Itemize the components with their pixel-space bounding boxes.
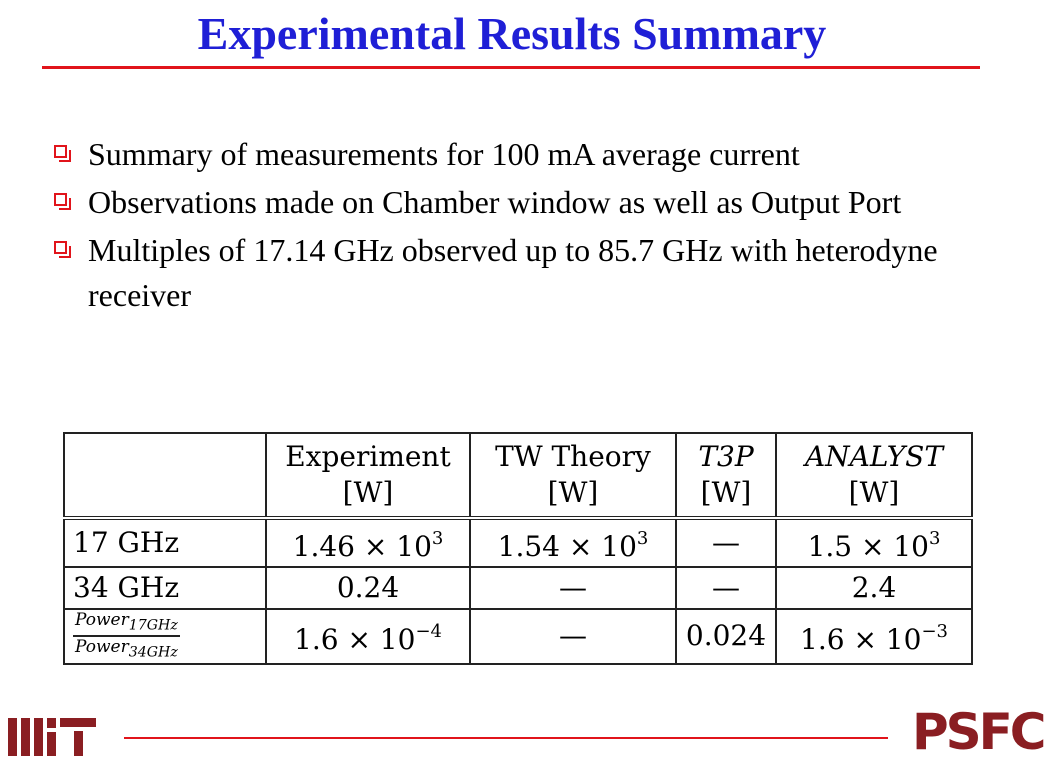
header-unit: [W]	[848, 476, 900, 509]
table-cell: —	[676, 518, 776, 567]
header-tw-theory	[470, 433, 676, 518]
table-row	[64, 609, 972, 664]
bullet-text: Observations made on Chamber window as well as Output Port	[88, 184, 902, 220]
bullet-item	[52, 180, 1002, 225]
table-cell: $1.5 \times 10^3$	[776, 518, 972, 567]
bullet-text: Summary of measurements for 100 mA average current	[88, 136, 800, 172]
header-analyst	[776, 433, 972, 518]
header-unit: [W]	[342, 476, 394, 509]
checkbox-bullet-icon	[54, 241, 67, 254]
footer-divider	[124, 737, 888, 739]
slide-title: Experimental Results Summary	[197, 8, 827, 59]
table-cell: $1.6 \times 10^{-3}$	[776, 609, 972, 664]
checkbox-bullet-icon	[54, 193, 67, 206]
table-cell: —	[470, 567, 676, 609]
table-cell: —	[470, 609, 676, 664]
title-divider	[42, 66, 980, 69]
bullet-text: Multiples of 17.14 GHz observed up to 85.7 GHz with heterodyne receiver	[88, 232, 938, 313]
table-row	[64, 518, 972, 567]
row-label-fraction: $\frac{Power_{17GHz}}{Power_{34GHz}}$	[64, 609, 266, 664]
table-cell: $1.46 \times 10^3$	[266, 518, 470, 567]
bullet-item	[52, 228, 1002, 318]
table-cell: 2.4	[776, 567, 972, 609]
header-label: Experiment	[285, 440, 451, 473]
bullet-item	[52, 132, 1002, 177]
table-row	[64, 567, 972, 609]
header-experiment	[266, 433, 470, 518]
row-label: 17 GHz	[64, 518, 266, 567]
header-t3p	[676, 433, 776, 518]
table-cell: $1.6 \times 10^{-4}$	[266, 609, 470, 664]
header-empty-cell	[64, 433, 266, 518]
table-cell: —	[676, 567, 776, 609]
table-cell: 0.024	[676, 609, 776, 664]
row-label: 34 GHz	[64, 567, 266, 609]
table-cell: $1.54 \times 10^3$	[470, 518, 676, 567]
header-label: ANALYST	[804, 440, 944, 473]
header-label: T3P	[698, 440, 754, 473]
psfc-logo: PSFC	[912, 703, 1044, 761]
checkbox-bullet-icon	[54, 145, 67, 158]
header-unit: [W]	[700, 476, 752, 509]
mit-logo	[8, 712, 104, 756]
table-header-row	[64, 433, 972, 518]
header-unit: [W]	[547, 476, 599, 509]
table-cell: 0.24	[266, 567, 470, 609]
header-label: TW Theory	[495, 440, 651, 473]
results-table	[63, 432, 973, 665]
bullet-list	[52, 132, 1002, 321]
